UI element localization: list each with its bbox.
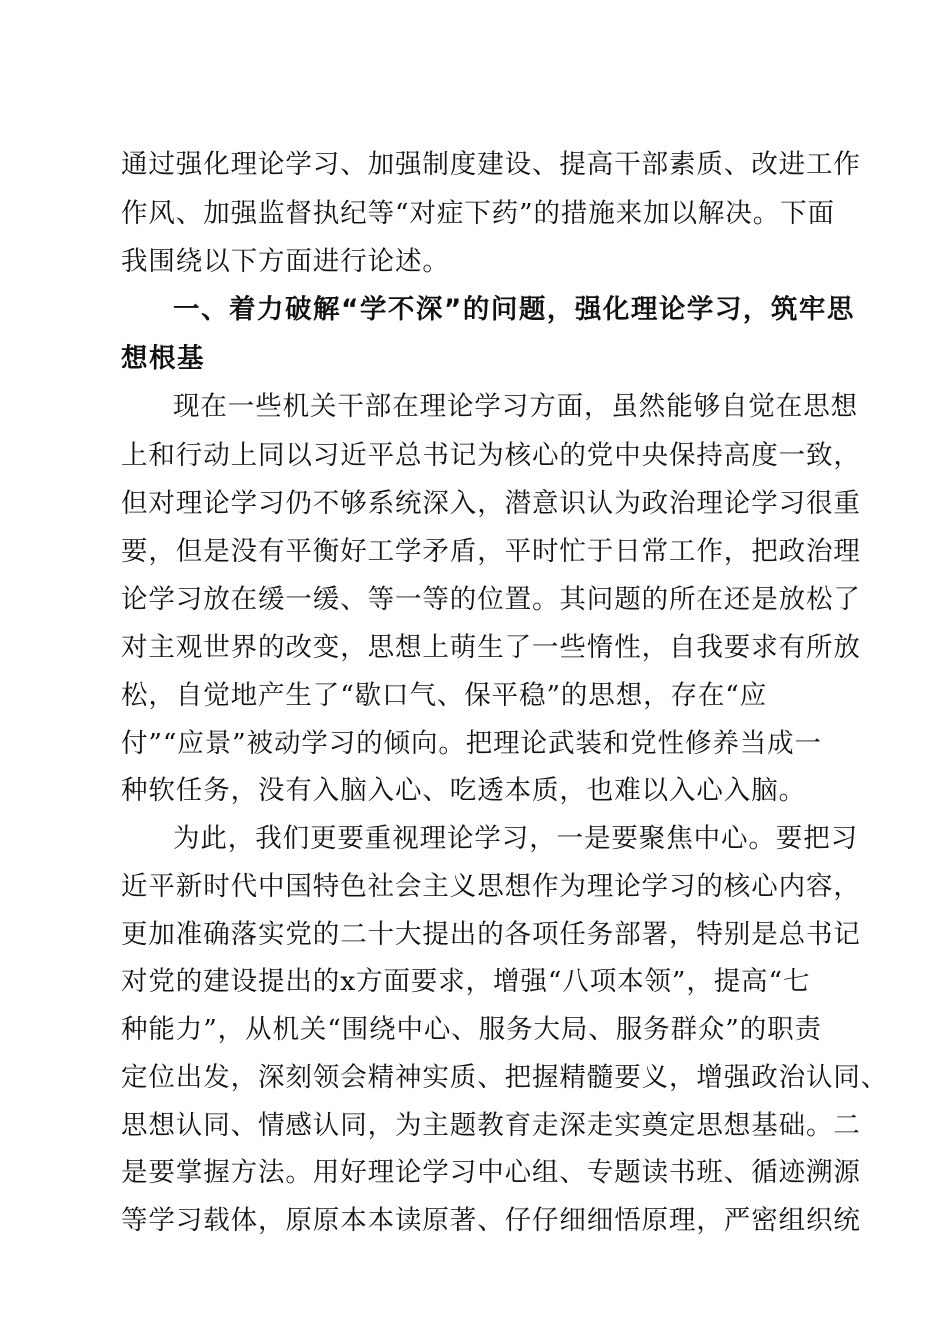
section-heading: 想根基 xyxy=(121,343,205,374)
paragraph-line: 但对理论学习仍不够系统深入，潜意识认为政治理论学习很重 xyxy=(121,488,861,519)
paragraph-line: 要，但是没有平衡好工学矛盾，平时忙于日常工作，把政治理 xyxy=(121,536,861,567)
paragraph-line: 现在一些机关干部在理论学习方面，虽然能够自觉在思想 xyxy=(173,391,858,422)
paragraph-line: 近平新时代中国特色社会主义思想作为理论学习的核心内容， xyxy=(121,871,861,902)
paragraph-line: 论学习放在缓一缓、等一等的位置。其问题的所在还是放松了 xyxy=(121,584,861,615)
paragraph-line: 为此，我们更要重视理论学习，一是要聚焦中心。要把习 xyxy=(173,823,858,854)
paragraph-line: 定位出发，深刻领会精神实质、把握精髓要义，增强政治认同、 xyxy=(121,1062,889,1093)
paragraph-line: 作风、加强监督执纪等“对症下药”的措施来加以解决。下面 xyxy=(121,198,835,229)
paragraph-line: 通过强化理论学习、加强制度建设、提高干部素质、改进工作 xyxy=(121,149,861,180)
paragraph-line: 种能力”，从机关“围绕中心、服务大局、服务群众”的职责 xyxy=(121,1014,822,1045)
paragraph-line: 我围绕以下方面进行论述。 xyxy=(121,246,450,277)
paragraph-line: 对主观世界的改变，思想上萌生了一些惰性，自我要求有所放 xyxy=(121,632,861,663)
paragraph-line: 更加准确落实党的二十大提出的各项任务部署，特别是总书记 xyxy=(121,919,861,950)
paragraph-line: 对党的建设提出的x方面要求，增强“八项本领”，提高“七 xyxy=(121,966,811,997)
paragraph-line: 思想认同、情感认同，为主题教育走深走实奠定思想基础。二 xyxy=(121,1110,861,1141)
paragraph-line: 付”“应景”被动学习的倾向。把理论武装和党性修养当成一 xyxy=(121,728,822,759)
paragraph-line: 是要掌握方法。用好理论学习中心组、专题读书班、循迹溯源 xyxy=(121,1157,861,1188)
paragraph-line: 上和行动上同以习近平总书记为核心的党中央保持高度一致， xyxy=(121,440,861,471)
paragraph-line: 松，自觉地产生了“歇口气、保平稳”的思想，存在“应 xyxy=(121,680,768,711)
paragraph-line: 种软任务，没有入脑入心、吃透本质，也难以入心入脑。 xyxy=(121,775,806,806)
paragraph-line: 等学习载体，原原本本读原著、仔仔细细悟原理，严密组织统 xyxy=(121,1205,861,1236)
section-heading: 一、着力破解“学不深”的问题，强化理论学习，筑牢思 xyxy=(173,294,855,325)
